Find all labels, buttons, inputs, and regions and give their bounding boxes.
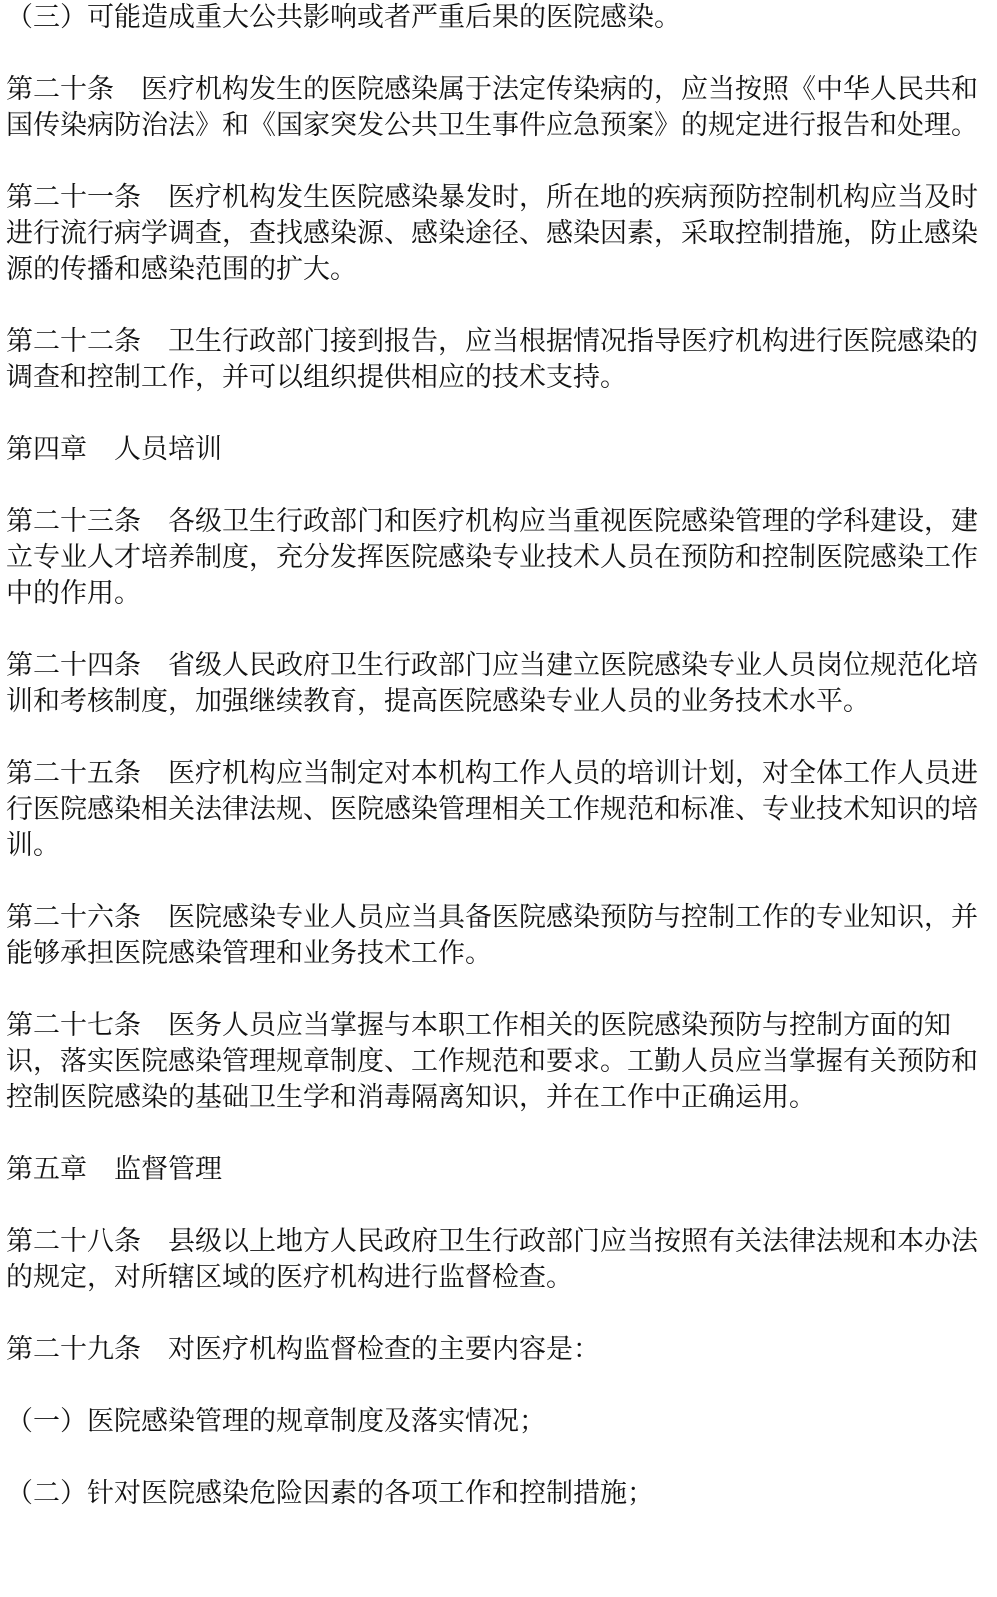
- article-29-item-1: （一）医院感染管理的规章制度及落实情况；: [6, 1406, 546, 1437]
- paragraph-gap: [6, 720, 983, 756]
- chapter-4-heading: 第四章 人员培训: [6, 434, 222, 465]
- paragraph-gap: [6, 468, 983, 504]
- paragraph-gap: [6, 612, 983, 648]
- paragraph-gap: [6, 396, 983, 432]
- paragraph-gap: [6, 36, 983, 72]
- article-29: 第二十九条 对医疗机构监督检查的主要内容是：: [6, 1334, 600, 1365]
- paragraph-gap: [6, 288, 983, 324]
- article-22: 第二十二条 卫生行政部门接到报告，应当根据情况指导医疗机构进行医院感染的调查和控制工作，并可以组织提供相应的技术支持。: [6, 326, 978, 393]
- paragraph-gap: [6, 864, 983, 900]
- article-21: 第二十一条 医疗机构发生医院感染暴发时，所在地的疾病预防控制机构应当及时进行流行病学调查，查找感染源、感染途径、感染因素，采取控制措施，防止感染源的传播和感染范围的扩大。: [6, 182, 978, 285]
- article-23: 第二十三条 各级卫生行政部门和医疗机构应当重视医院感染管理的学科建设，建立专业人才培养制度，充分发挥医院感染专业技术人员在预防和控制医院感染工作中的作用。: [6, 506, 978, 609]
- article-26: 第二十六条 医院感染专业人员应当具备医院感染预防与控制工作的专业知识，并能够承担医院感染管理和业务技术工作。: [6, 902, 978, 969]
- article-27: 第二十七条 医务人员应当掌握与本职工作相关的医院感染预防与控制方面的知识，落实医院感染管理规章制度、工作规范和要求。工勤人员应当掌握有关预防和控制医院感染的基础卫生学和消毒隔离知识，并在工作中正确运用。: [6, 1010, 978, 1113]
- paragraph-gap: [6, 1188, 983, 1224]
- paragraph-gap: [6, 1296, 983, 1332]
- article-25: 第二十五条 医疗机构应当制定对本机构工作人员的培训计划，对全体工作人员进行医院感染相关法律法规、医院感染管理相关工作规范和标准、专业技术知识的培训。: [6, 758, 978, 861]
- paragraph-gap: [6, 1116, 983, 1152]
- article-20: 第二十条 医疗机构发生的医院感染属于法定传染病的，应当按照《中华人民共和国传染病防治法》和《国家突发公共卫生事件应急预案》的规定进行报告和处理。: [6, 74, 978, 141]
- article-29-item-2: （二）针对医院感染危险因素的各项工作和控制措施；: [6, 1478, 654, 1509]
- paragraph-gap: [6, 1440, 983, 1476]
- clause-3-item: （三）可能造成重大公共影响或者严重后果的医院感染。: [6, 2, 681, 33]
- paragraph-gap: [6, 972, 983, 1008]
- chapter-5-heading: 第五章 监督管理: [6, 1154, 222, 1185]
- article-28: 第二十八条 县级以上地方人民政府卫生行政部门应当按照有关法律法规和本办法的规定，对所辖区域的医疗机构进行监督检查。: [6, 1226, 978, 1293]
- paragraph-gap: [6, 1368, 983, 1404]
- article-24: 第二十四条 省级人民政府卫生行政部门应当建立医院感染专业人员岗位规范化培训和考核制度，加强继续教育，提高医院感染专业人员的业务技术水平。: [6, 650, 978, 717]
- paragraph-gap: [6, 144, 983, 180]
